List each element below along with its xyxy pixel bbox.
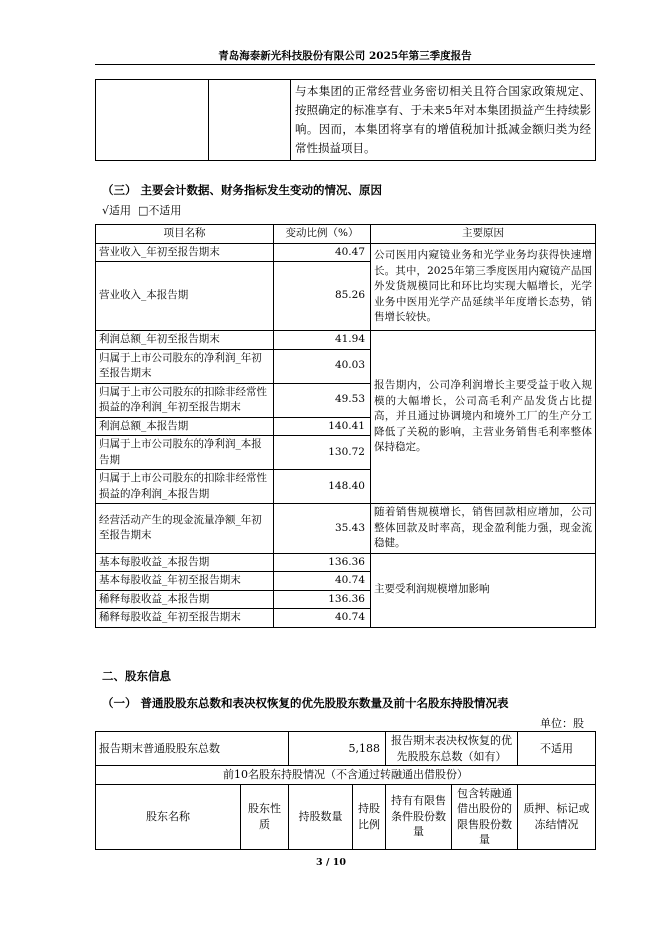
table-cell xyxy=(209,80,291,161)
unit-label: 单位：股 xyxy=(540,717,584,730)
change-ratio: 40.74 xyxy=(274,609,371,628)
table-row xyxy=(96,732,596,766)
item-name: 归属于上市公司股东的净利润_本报告期 xyxy=(96,436,274,470)
preferred-holders-value: 不适用 xyxy=(518,732,596,766)
item-name: 稀释每股收益_年初至报告期末 xyxy=(96,609,274,628)
item-name: 归属于上市公司股东的净利润_年初至报告期末 xyxy=(96,349,274,383)
change-ratio: 130.72 xyxy=(274,436,371,470)
table-row xyxy=(96,504,596,554)
column-header: 持股比例 xyxy=(353,784,386,849)
change-table xyxy=(95,224,596,628)
table-row xyxy=(96,331,596,350)
item-name: 营业收入_年初至报告期末 xyxy=(96,243,274,262)
not-applicable-option: □不适用 xyxy=(138,204,182,217)
table-header-row xyxy=(96,784,596,849)
column-header: 股东名称 xyxy=(96,784,241,849)
section-heading: （三） 主要会计数据、财务指标发生变动的情况、原因 xyxy=(102,183,383,197)
total-holders-value: 5,188 xyxy=(289,732,386,766)
section-heading: 二、股东信息 xyxy=(102,669,171,683)
header-divider xyxy=(95,64,595,65)
item-name: 营业收入_本报告期 xyxy=(96,262,274,331)
table-row xyxy=(96,766,596,785)
item-name: 归属于上市公司股东的扣除非经常性损益的净利润_年初至报告期末 xyxy=(96,383,274,417)
change-ratio: 136.36 xyxy=(274,590,371,609)
change-ratio: 40.03 xyxy=(274,349,371,383)
column-header: 主要原因 xyxy=(371,225,596,244)
table-row xyxy=(96,243,596,262)
reason-text: 报告期内，公司净利润增长主要受益于收入规模的大幅增长，公司高毛利产品发货占比提高，并且通过协调境内和境外工厂的生产分工降低了关税的影响，主营业务销售毛利率整体保持稳定。 xyxy=(371,331,596,504)
item-name: 利润总额_年初至报告期末 xyxy=(96,331,274,350)
applicability-row xyxy=(102,202,181,218)
change-ratio: 85.26 xyxy=(274,262,371,331)
column-header: 持股数量 xyxy=(289,784,353,849)
table-row xyxy=(96,80,596,161)
table-cell: 与本集团的正常经营业务密切相关且符合国家政策规定、按照确定的标准享有、于未来5年对本集团损益产生持续影响。因而，本集团将享有的增值税加计抵减金额归类为经常性损益项目。 xyxy=(291,80,596,161)
column-header: 变动比例（%） xyxy=(274,225,371,244)
applicable-option: √适用 xyxy=(102,204,132,217)
change-ratio: 35.43 xyxy=(274,504,371,554)
item-name: 经营活动产生的现金流量净额_年初至报告期末 xyxy=(96,504,274,554)
column-header: 质押、标记或冻结情况 xyxy=(518,784,596,849)
item-name: 基本每股收益_年初至报告期末 xyxy=(96,572,274,591)
column-header: 持有有限售条件股份数量 xyxy=(386,784,452,849)
top10-title: 前10名股东持股情况（不含通过转融通出借股份） xyxy=(96,766,596,785)
column-header: 股东性质 xyxy=(241,784,289,849)
page-number: 3 / 10 xyxy=(316,857,346,868)
column-header: 项目名称 xyxy=(96,225,274,244)
column-header: 包含转融通借出股份的限售股份数量 xyxy=(452,784,518,849)
item-name: 基本每股收益_本报告期 xyxy=(96,553,274,572)
reason-text: 随着销售规模增长，销售回款相应增加，公司整体回款及时率高，现金盈利能力强，现金流稳健。 xyxy=(371,504,596,554)
total-holders-label: 报告期末普通股股东总数 xyxy=(96,732,289,766)
table-cell xyxy=(96,80,209,161)
change-ratio: 40.74 xyxy=(274,572,371,591)
change-ratio: 40.47 xyxy=(274,243,371,262)
change-ratio: 148.40 xyxy=(274,470,371,504)
page-header: 青岛海泰新光科技股份有限公司 2025年第三季度报告 xyxy=(218,50,472,62)
subsection-heading: （一） 普通股股东总数和表决权恢复的优先股股东数量及前十名股东持股情况表 xyxy=(102,696,509,710)
table-row xyxy=(96,553,596,572)
table-header-row xyxy=(96,225,596,244)
shareholder-table xyxy=(95,731,596,850)
item-name: 利润总额_本报告期 xyxy=(96,417,274,436)
change-ratio: 49.53 xyxy=(274,383,371,417)
item-name: 归属于上市公司股东的扣除非经常性损益的净利润_本报告期 xyxy=(96,470,274,504)
reason-text: 公司医用内窥镜业务和光学业务均获得快速增长。其中，2025年第三季度医用内窥镜产品国外发货规模同比和环比均实现大幅增长，光学业务中医用光学产品延续半年度增长态势，销售增长较快。 xyxy=(371,243,596,331)
change-ratio: 136.36 xyxy=(274,553,371,572)
preferred-holders-label: 报告期末表决权恢复的优先股股东总数（如有） xyxy=(386,732,518,766)
item-name: 稀释每股收益_本报告期 xyxy=(96,590,274,609)
change-ratio: 140.41 xyxy=(274,417,371,436)
reason-text: 主要受利润规模增加影响 xyxy=(371,553,596,627)
continuation-table xyxy=(95,79,596,161)
change-ratio: 41.94 xyxy=(274,331,371,350)
